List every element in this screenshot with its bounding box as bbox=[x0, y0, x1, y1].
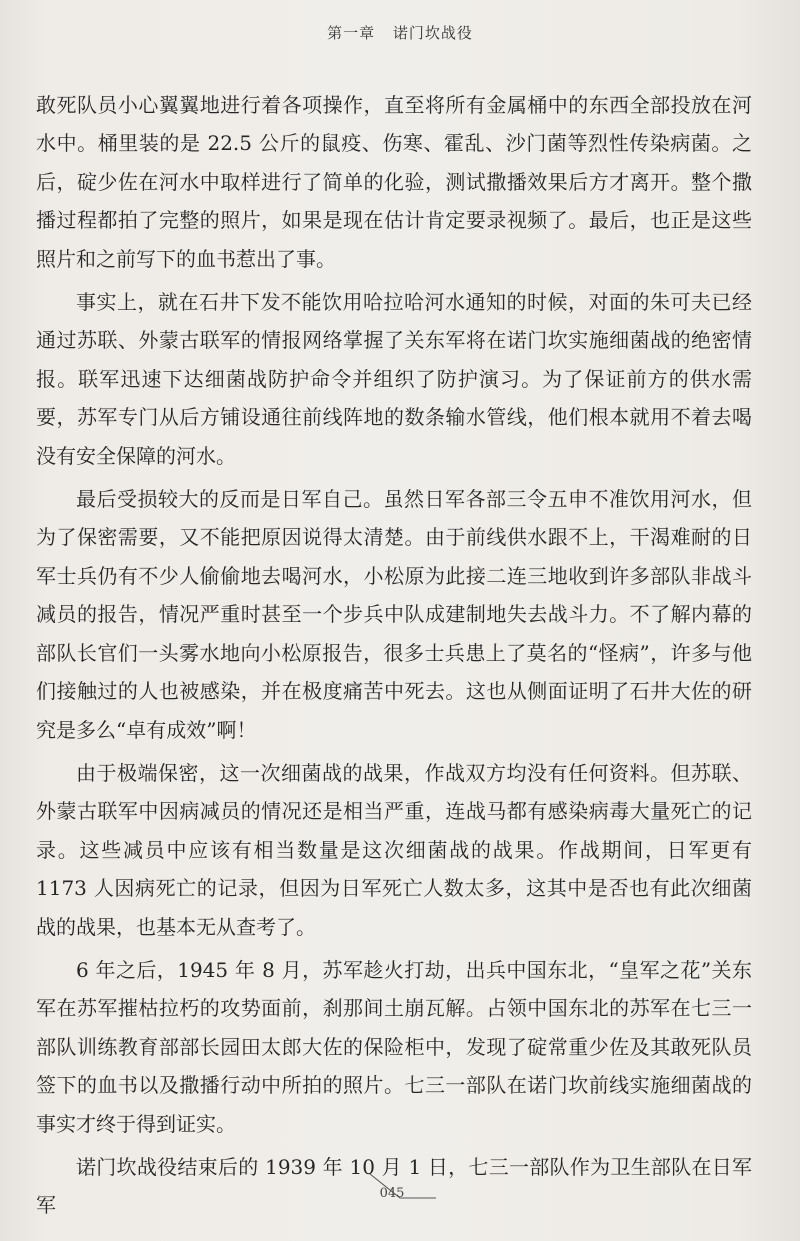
page-number: 045 bbox=[379, 1186, 405, 1201]
chapter-label: 第一章 bbox=[327, 24, 376, 42]
paragraph: 最后受损较大的反而是日军自己。虽然日军各部三令五申不准饮用河水，但为了保密需要，又不能把原因说得太清楚。由于前线供水跟不上，干渴难耐的日军士兵仍有不少人偷偷地去喝河水，小松原为此接二连三地收到许多部队非战斗减员的报告，情况严重时甚至一个步兵中队成建制地失去战斗力。不了解内幕的部队长官们一头雾水地向小松原报告，很多士兵患上了莫名的“怪病”，许多与他们接触过的人也被感染，并在极度痛苦中死去。这也从侧面证明了石井大佐的研究是多么“卓有成效”啊！ bbox=[36, 487, 752, 742]
paragraph: 6 年之后，1945 年 8 月，苏军趁火打劫，出兵中国东北，“皇军之花”关东军在苏军摧枯拉朽的攻势面前，刹那间土崩瓦解。占领中国东北的苏军在七三一部队训练教育部部长园田太郎大佐的保险柜中，发现了碇常重少佐及其敢死队员签下的血书以及撒播行动中所拍的照片。七三一部队在诺门坎前线实施细菌战的事实才终于得到证实。 bbox=[36, 957, 752, 1136]
paragraph: 事实上，就在石井下发不能饮用哈拉哈河水通知的时候，对面的朱可夫已经通过苏联、外蒙古联军的情报网络掌握了关东军将在诺门坎实施细菌战的绝密情报。联军迅速下达细菌战防护命令并组织了防护演习。为了保证前方的供水需要，苏军专门从后方铺设通往前线阵地的数条输水管线，他们根本就用不着去喝没有安全保障的河水。 bbox=[36, 290, 752, 468]
body-text bbox=[36, 86, 752, 1230]
running-header bbox=[0, 22, 800, 43]
paragraph: 敢死队员小心翼翼地进行着各项操作，直至将所有金属桶中的东西全部投放在河水中。桶里装的是 22.5 公斤的鼠疫、伤寒、霍乱、沙门菌等烈性传染病菌。之后，碇少佐在河水中取样进行了简单的化验，测试撒播效果后方才离开。整个撒播过程都拍了完整的照片，如果是现在估计肯定要录视频了。最后，也正是这些照片和之前写下的血书惹出了事。 bbox=[36, 93, 752, 271]
chapter-title: 诺门坎战役 bbox=[392, 24, 473, 42]
page-footer bbox=[360, 1168, 440, 1208]
paragraph: 由于极端保密，这一次细菌战的战果，作战双方均没有任何资料。但苏联、外蒙古联军中因病减员的情况还是相当严重，连战马都有感染病毒大量死亡的记录。这些减员中应该有相当数量是这次细菌战的战果。作战期间，日军更有 1173 人因病死亡的记录，但因为日军死亡人数太多，这其中是否也有此次细菌战的战果，也基本无从查考了。 bbox=[36, 760, 752, 939]
paragraph: 诺门坎战役结束后的 1939 年 10 月 1 日，七三一部队作为卫生部队在日军军 bbox=[36, 1154, 752, 1218]
